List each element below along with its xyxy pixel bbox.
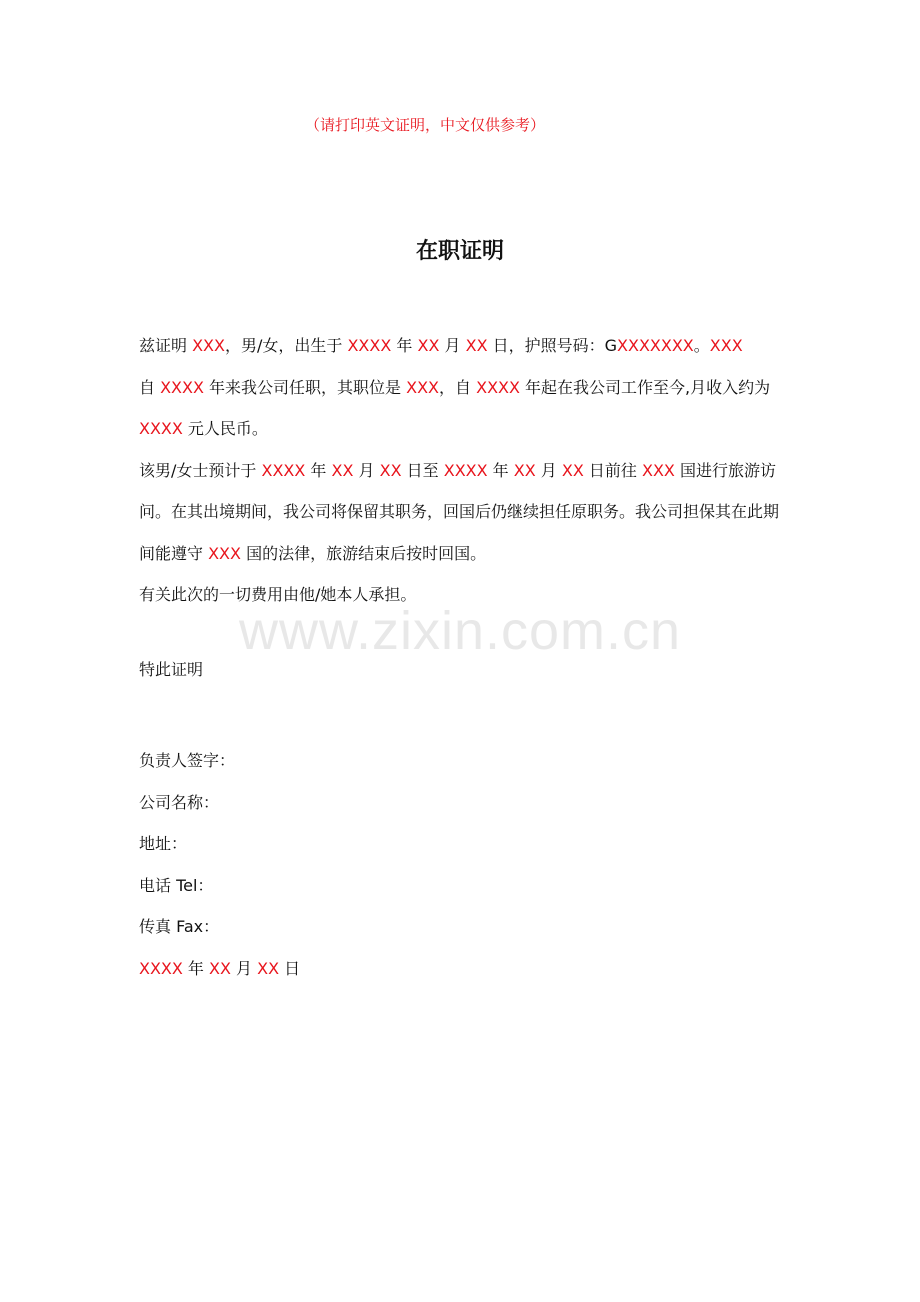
text-segment: 兹证明	[139, 336, 193, 355]
text-segment: 自	[139, 377, 161, 397]
placeholder-date-year: XXXX	[139, 958, 183, 978]
paragraph-travel	[139, 450, 779, 575]
text-segment: 国的法律，旅游结束后按时回国。	[240, 543, 487, 563]
placeholder-date-month: XX	[209, 958, 231, 978]
placeholder-destination-country: XXX	[208, 543, 241, 563]
placeholder-date-day: XX	[257, 958, 280, 978]
company-name-field: 公司名称：	[139, 792, 220, 812]
text-segment: 元人民币。	[182, 419, 268, 438]
placeholder-birth-day: XX	[465, 336, 488, 355]
date-line	[139, 948, 300, 990]
paragraph-expenses: 有关此次的一切费用由他/她本人承担。	[139, 585, 417, 604]
placeholder-to-month: XX	[513, 460, 536, 480]
text-segment: 月	[353, 460, 380, 480]
text-segment: 月	[535, 460, 562, 480]
document-title: 在职证明	[415, 239, 504, 264]
text-segment: 日，护照号码：G	[487, 336, 618, 355]
text-segment: ，自	[439, 377, 477, 397]
tel-field: 电话 Tel：	[139, 875, 214, 895]
signature-block	[139, 740, 300, 989]
placeholder-start-year: XXXX	[160, 377, 204, 397]
text-segment: 月	[230, 958, 258, 978]
placeholder-birth-month: XX	[417, 336, 440, 355]
placeholder-to-day: XX	[561, 460, 584, 480]
text-segment: 国进行旅游访问。在其出境期间，我公司将保留其职务，回国后仍继续担任原职务。我公司担保其在此期间能遵守	[139, 460, 780, 563]
text-segment: 日前往	[583, 460, 642, 480]
text-segment: 月	[439, 336, 466, 355]
text-segment: 。	[693, 336, 710, 355]
placeholder-work-year: XXXX	[476, 377, 520, 397]
placeholder-to-year: XXXX	[443, 460, 488, 480]
placeholder-birth-year: XXXX	[347, 336, 392, 355]
address-field: 地址：	[139, 834, 188, 853]
placeholder-from-year: XXXX	[261, 460, 306, 480]
placeholder-destination-country: XXX	[641, 460, 675, 480]
text-segment: ，男/女，出生于	[224, 336, 348, 355]
certificate-body	[139, 325, 779, 616]
text-segment: 日至	[401, 460, 444, 480]
placeholder-passport-number: XXXXXXX	[617, 336, 694, 355]
placeholder-position: XXX	[406, 377, 440, 397]
print-note: （请打印英文证明，中文仅供参考）	[305, 116, 546, 134]
watermark: www.zixin.com.cn	[238, 601, 682, 661]
text-segment: 年起在我公司工作至今,月收入约为	[519, 377, 771, 397]
placeholder-from-month: XX	[331, 460, 354, 480]
placeholder-from-day: XX	[379, 460, 402, 480]
signature-field: 负责人签字：	[139, 751, 236, 770]
paragraph-employment	[139, 325, 779, 450]
placeholder-salary: XXXX	[139, 419, 183, 438]
text-segment: 年	[487, 460, 514, 480]
text-segment: 年	[391, 336, 418, 355]
text-segment: 日	[279, 958, 301, 978]
placeholder-name: XXX	[192, 336, 225, 355]
text-segment: 年	[305, 460, 332, 480]
closing-statement: 特此证明	[139, 660, 204, 679]
text-segment: 年来我公司任职，其职位是	[203, 377, 407, 397]
placeholder-name: XXX	[709, 336, 743, 355]
text-segment: 年	[182, 958, 210, 978]
text-segment: 该男/女士预计于	[139, 460, 262, 480]
fax-field: 传真 Fax：	[139, 917, 220, 936]
